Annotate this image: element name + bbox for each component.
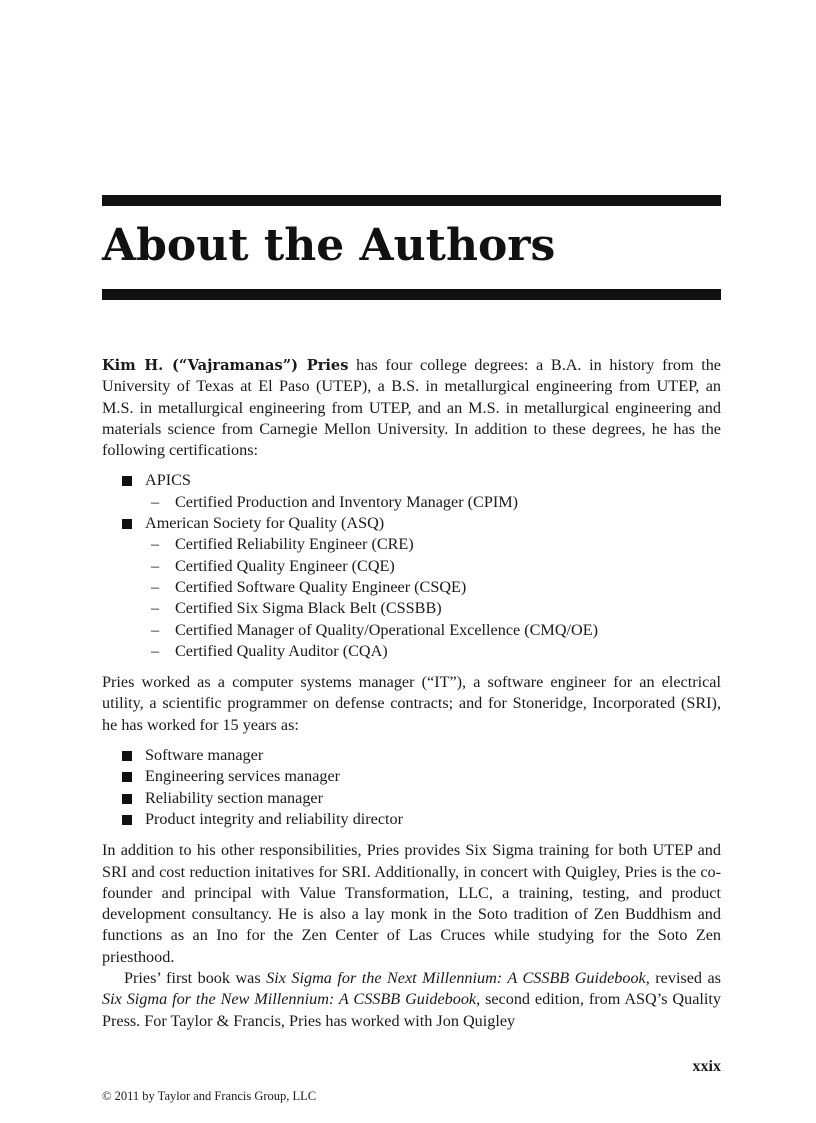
dash-bullet-icon: –: [151, 556, 160, 575]
title-rule-bottom: [102, 289, 721, 300]
list-item: [102, 745, 721, 766]
list-item: [145, 620, 721, 641]
role-item: Reliability section manager: [145, 788, 324, 807]
chapter-title: About the Authors: [102, 220, 556, 271]
dash-bullet-icon: –: [151, 535, 160, 554]
sub-list: [145, 492, 721, 513]
list-item: [102, 809, 721, 830]
sub-list: [145, 534, 721, 662]
certification-item: Certified Quality Auditor (CQA): [175, 641, 388, 660]
square-bullet-icon: [122, 772, 132, 782]
dash-bullet-icon: –: [151, 599, 160, 618]
list-item: [102, 766, 721, 787]
certification-item: Certified Manager of Quality/Operational Excellence (CMQ/OE): [175, 620, 598, 639]
list-item: [145, 534, 721, 555]
list-item: [102, 470, 721, 513]
list-item: [145, 641, 721, 662]
certification-group-label: American Society for Quality (ASQ): [145, 514, 385, 533]
list-item: [102, 788, 721, 809]
dash-bullet-icon: –: [151, 641, 160, 660]
square-bullet-icon: [122, 476, 132, 486]
dash-bullet-icon: –: [151, 577, 160, 596]
certification-item: Certified Reliability Engineer (CRE): [175, 535, 414, 554]
body-text: [102, 355, 721, 1032]
list-item: [145, 492, 721, 513]
certification-list: [102, 470, 721, 662]
certification-item: Certified Software Quality Engineer (CSQE): [175, 577, 467, 596]
dash-bullet-icon: –: [151, 492, 160, 511]
certification-item: Certified Quality Engineer (CQE): [175, 556, 395, 575]
work-paragraph: Pries worked as a computer systems manager (“IT”), a software engineer for an electrical utility, a scientific programmer on defense contracts; and for Stoneridge, Incorporated (SRI), he has worked for 15 years as:: [102, 673, 721, 734]
certification-item: Certified Production and Inventory Manager (CPIM): [175, 492, 519, 511]
intro-text: has four college degrees: a B.A. in history from the University of Texas at El Paso (UTEP), a B.S. in metallurgical engineering from UTEP, an M.S. in metallurgical engineering from UTEP, and an M.S. in metallurgical engineering and materials science from Carnegie Mellon University. In addition to these degrees, he has the following certifications:: [102, 356, 721, 460]
list-item: [102, 513, 721, 662]
square-bullet-icon: [122, 751, 132, 761]
square-bullet-icon: [122, 815, 132, 825]
role-item: Engineering services manager: [145, 767, 341, 786]
books-text: , revised as: [645, 969, 721, 988]
copyright-footer: © 2011 by Taylor and Francis Group, LLC: [102, 1089, 317, 1103]
title-rule-top: [102, 195, 721, 206]
square-bullet-icon: [122, 794, 132, 804]
page-number: xxix: [692, 1058, 721, 1075]
square-bullet-icon: [122, 519, 132, 529]
books-text: Pries’ first book was: [124, 969, 267, 988]
dash-bullet-icon: –: [151, 620, 160, 639]
book-title: Six Sigma for the New Millennium: A CSSBB Guidebook: [102, 990, 477, 1009]
intro-paragraph: [102, 355, 721, 461]
role-item: Software manager: [145, 746, 264, 765]
books-paragraph: [102, 968, 721, 1032]
list-item: [145, 556, 721, 577]
list-item: [145, 577, 721, 598]
roles-list: [102, 745, 721, 830]
book-title: Six Sigma for the Next Millennium: A CSSBB Guidebook: [266, 969, 646, 988]
books-text: , second edition, from ASQ’s Quality Press. For Taylor & Francis, Pries has worked with Jon Quigley: [102, 990, 721, 1030]
responsibilities-paragraph: In addition to his other responsibilities, Pries provides Six Sigma training for both UTEP and SRI and cost reduction initatives for SRI. Additionally, in concert with Quigley, Pries is the co-founder and principal with Value Transformation, LLC, a training, testing, and product development consultancy. He is also a lay monk in the Soto tradition of Zen Buddhism and functions as an Ino for the Zen Center of Las Cruces while studying for the Soto Zen priesthood.: [102, 841, 721, 966]
list-item: [145, 598, 721, 619]
certification-group-label: APICS: [145, 471, 191, 490]
certification-item: Certified Six Sigma Black Belt (CSSBB): [175, 599, 442, 618]
author-name: Kim H. (“Vajramanas”) Pries: [102, 357, 349, 374]
role-item: Product integrity and reliability director: [145, 809, 404, 828]
